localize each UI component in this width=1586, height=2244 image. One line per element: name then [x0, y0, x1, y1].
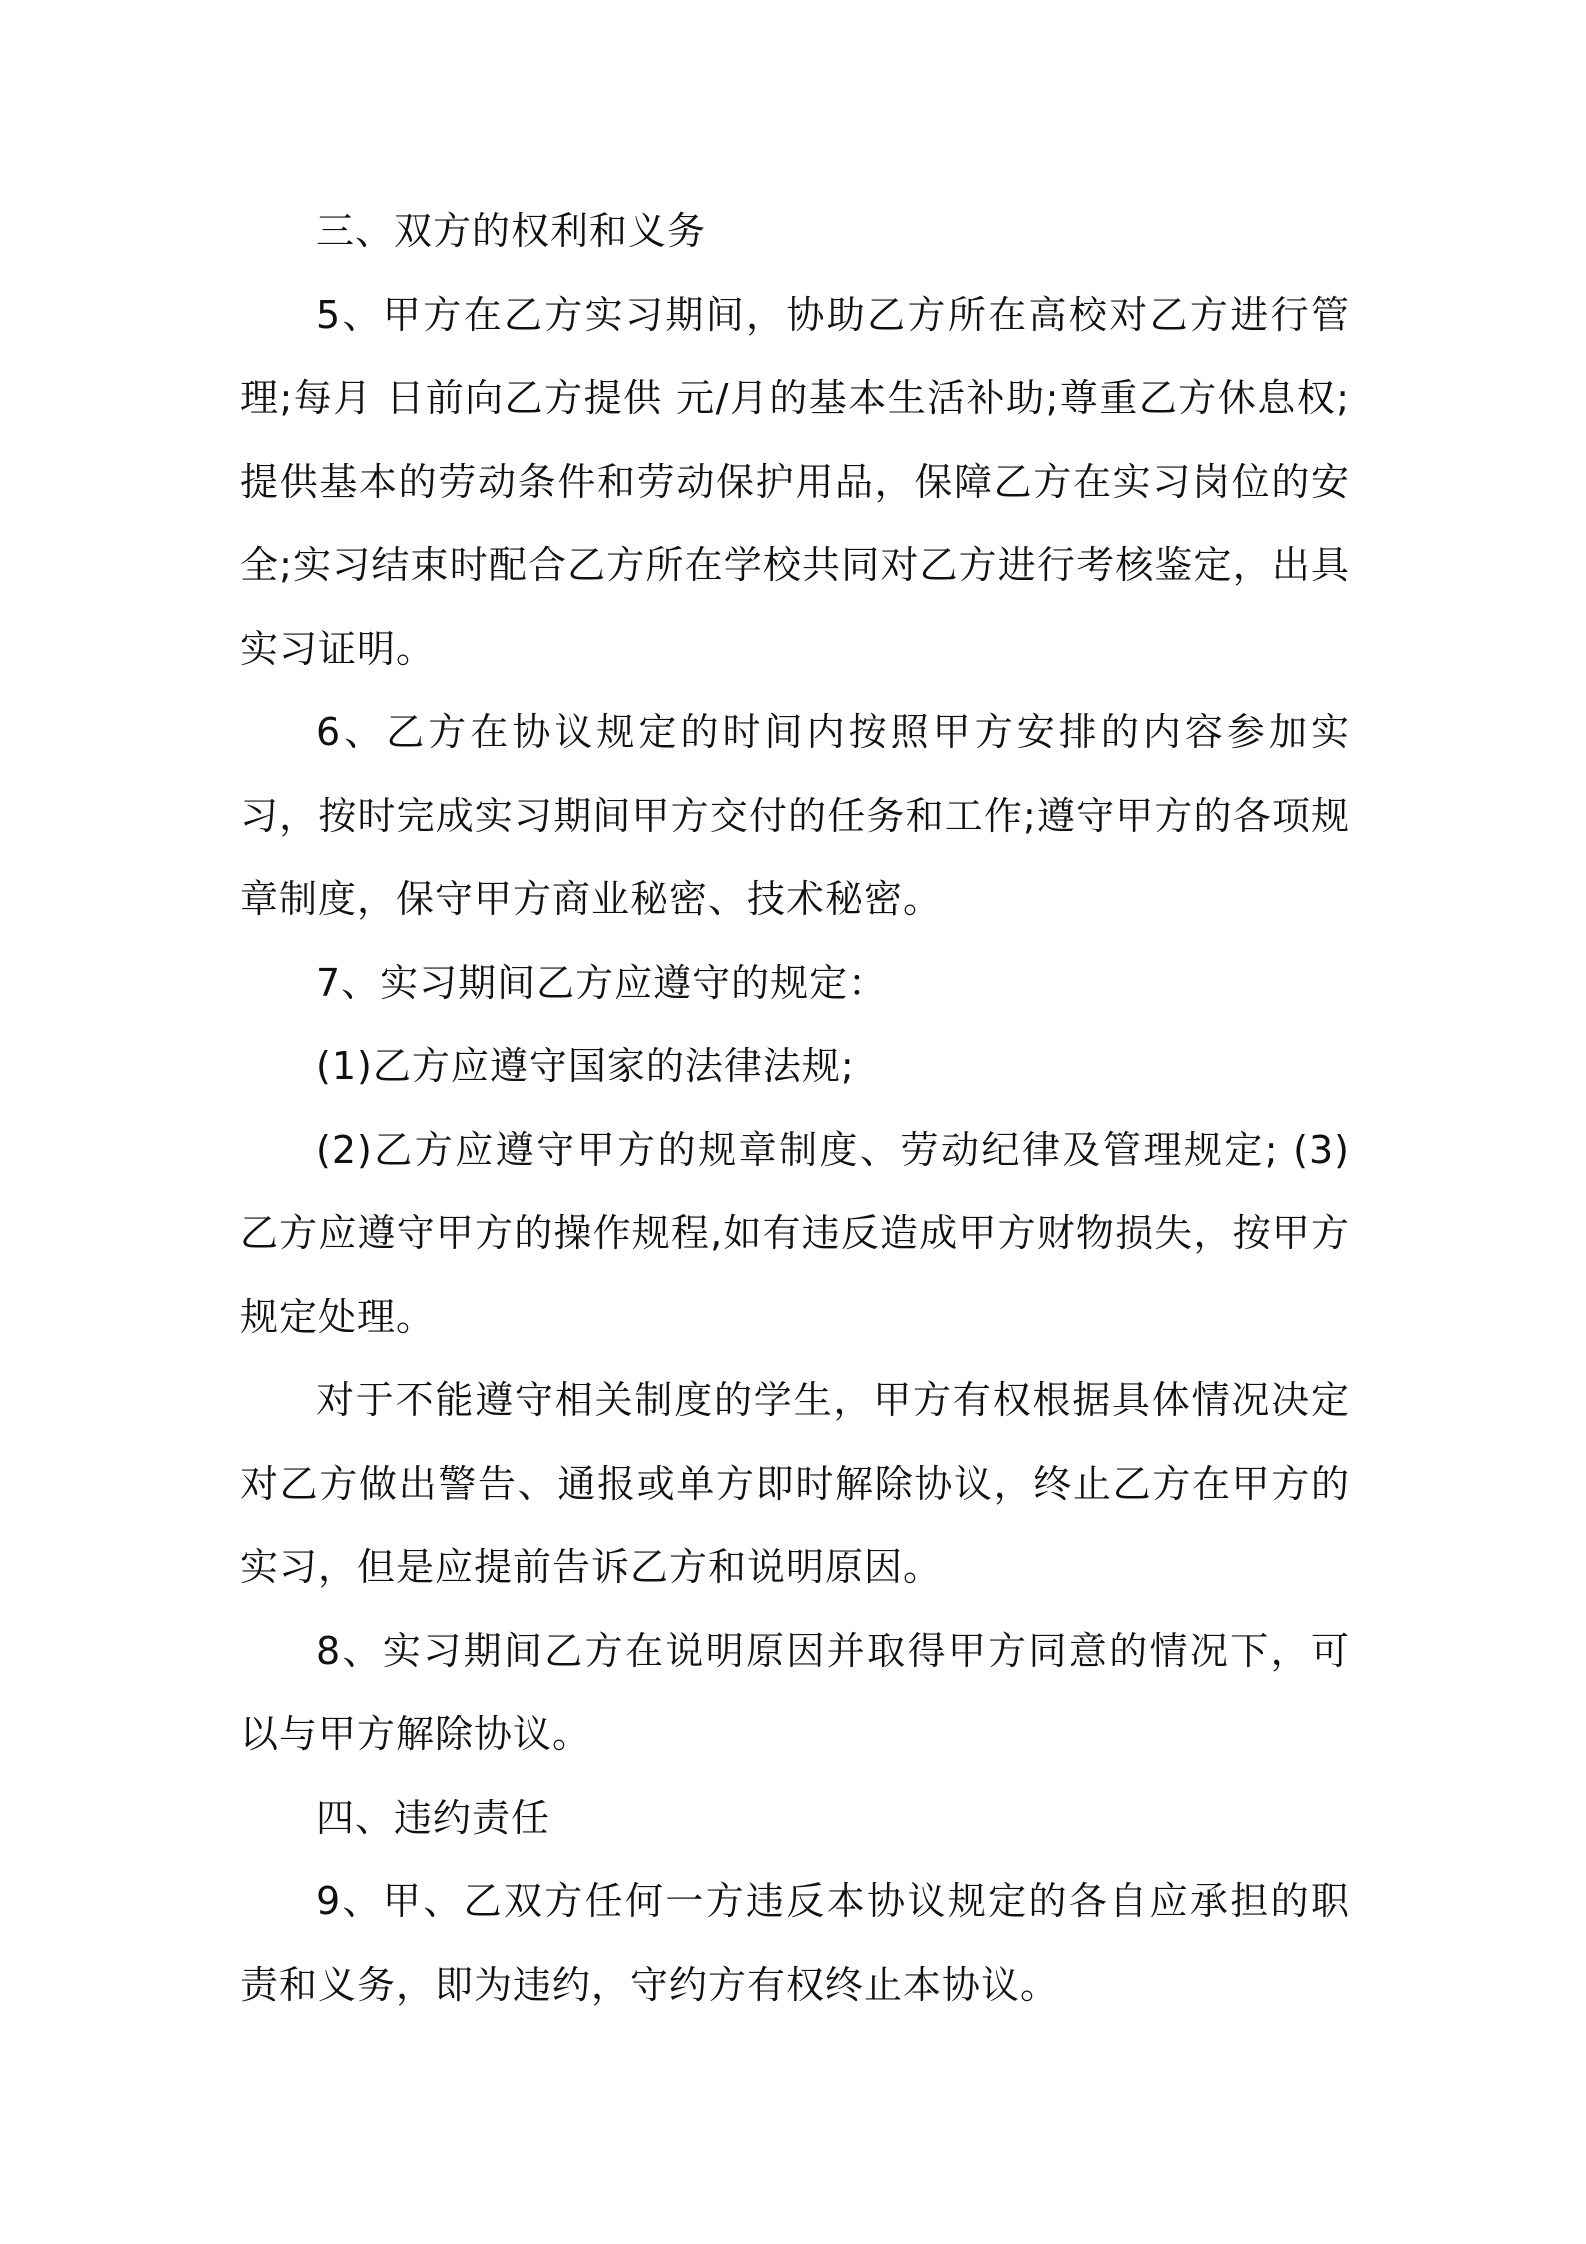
clause-5: 5、甲方在乙方实习期间，协助乙方所在高校对乙方进行管理;每月 日前向乙方提供 元/月的基本生活补助;尊重乙方休息权;提供基本的劳动条件和劳动保护用品，保障乙方在实习岗位的安全;实习结束时配合乙方所在学校共同对乙方进行考核鉴定，出具实习证明。 — [240, 292, 1350, 671]
clause-9: 9、甲、乙双方任何一方违反本协议规定的各自应承担的职责和义务，即为违约，守约方有权终止本协议。 — [240, 1879, 1350, 2007]
section-heading-rights: 三、双方的权利和义务 — [316, 209, 707, 253]
clause-7-item-1: (1)乙方应遵守国家的法律法规; — [316, 1044, 855, 1088]
clause-7-note: 对于不能遵守相关制度的学生，甲方有权根据具体情况决定对乙方做出警告、通报或单方即时解除协议，终止乙方在甲方的实习，但是应提前告诉乙方和说明原因。 — [240, 1378, 1350, 1589]
clause-7-item-2-3: (2)乙方应遵守甲方的规章制度、劳动纪律及管理规定; (3)乙方应遵守甲方的操作规程,如有违反造成甲方财物损失，按甲方规定处理。 — [240, 1127, 1350, 1339]
clause-6: 6、乙方在协议规定的时间内按照甲方安排的内容参加实习，按时完成实习期间甲方交付的任务和工作;遵守甲方的各项规章制度，保守甲方商业秘密、技术秘密。 — [240, 710, 1350, 921]
clause-7: 7、实习期间乙方应遵守的规定： — [316, 960, 888, 1005]
document-body — [240, 190, 1350, 2027]
clause-8: 8、实习期间乙方在说明原因并取得甲方同意的情况下，可以与甲方解除协议。 — [240, 1628, 1350, 1756]
section-heading-liability: 四、违约责任 — [316, 1795, 551, 1840]
